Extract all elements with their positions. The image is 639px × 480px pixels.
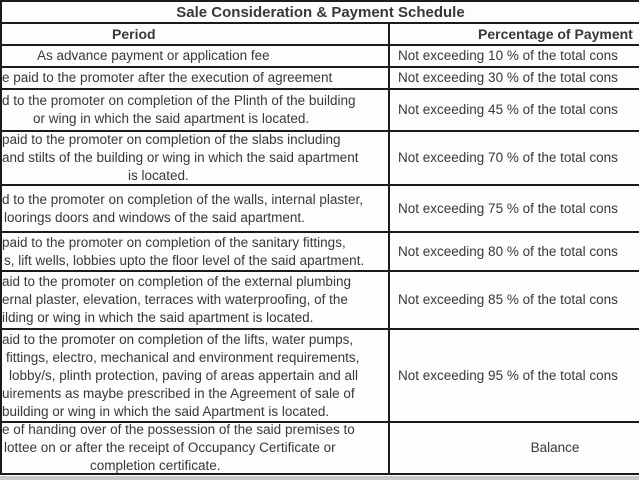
table-row bbox=[2, 186, 639, 233]
period-line: lottee on or after the receipt of Occupancy Certificate or bbox=[4, 440, 336, 455]
column-header-period: Period bbox=[112, 26, 156, 42]
table-title: Sale Consideration & Payment Schedule bbox=[176, 3, 465, 21]
period-line: paid to the promoter on completion of the sanitary fittings, bbox=[2, 234, 346, 250]
period-line: uirements as maybe prescribed in the Agreement of sale of bbox=[2, 385, 355, 401]
period-cell bbox=[2, 272, 390, 328]
percentage-cell bbox=[390, 90, 639, 130]
percentage-value: Not exceeding 10 % of the total cons bbox=[398, 48, 618, 63]
period-line: e paid to the promoter after the execution of agreement bbox=[2, 70, 333, 85]
period-line: fittings, electro, mechanical and environment requirements, bbox=[6, 349, 360, 365]
period-line: e of handing over of the possession of the said premises to bbox=[2, 423, 355, 437]
percentage-cell bbox=[390, 186, 639, 231]
percentage-cell bbox=[390, 330, 639, 421]
period-cell bbox=[2, 330, 390, 421]
table-row bbox=[2, 90, 639, 132]
period-line: lobby/s, plinth protection, paving of areas appertain and all bbox=[9, 367, 358, 383]
period-cell bbox=[2, 233, 390, 270]
period-line: s, lift wells, lobbies upto the floor level of the said apartment. bbox=[4, 252, 365, 268]
period-cell bbox=[2, 186, 390, 231]
percentage-cell bbox=[390, 68, 639, 88]
period-line: d to the promoter on completion of the walls, internal plaster, bbox=[2, 191, 363, 207]
percentage-cell bbox=[390, 46, 639, 66]
period-cell bbox=[2, 132, 390, 184]
table-row bbox=[2, 272, 639, 330]
period-line: completion certificate. bbox=[90, 458, 221, 473]
percentage-value: Not exceeding 85 % of the total cons bbox=[398, 292, 618, 307]
period-line: ernal plaster, elevation, terraces with waterproofing, of the bbox=[2, 292, 348, 307]
table-row bbox=[2, 423, 639, 475]
table-header-row bbox=[2, 24, 639, 46]
table-row bbox=[2, 233, 639, 272]
percentage-cell bbox=[390, 272, 639, 328]
period-cell bbox=[2, 68, 390, 88]
period-line: aid to the promoter on completion of the external plumbing bbox=[2, 274, 351, 289]
period-line: paid to the promoter on completion of the slabs including bbox=[2, 132, 341, 147]
table-row bbox=[2, 68, 639, 90]
period-line: or wing in which the said apartment is located. bbox=[33, 111, 310, 126]
table-row bbox=[2, 330, 639, 423]
percentage-value: Not exceeding 70 % of the total cons bbox=[398, 150, 618, 165]
period-line: ilding or wing in which the said apartment is located. bbox=[2, 310, 314, 325]
period-cell bbox=[2, 423, 390, 473]
percentage-value: Balance bbox=[530, 440, 580, 455]
percentage-value: Not exceeding 95 % of the total cons bbox=[398, 367, 618, 383]
percentage-cell bbox=[390, 423, 639, 473]
period-line: is located. bbox=[128, 168, 189, 183]
column-header-percentage: Percentage of Payment bbox=[478, 26, 633, 42]
period-cell bbox=[2, 46, 390, 66]
header-cell-percentage bbox=[390, 24, 639, 44]
percentage-value: Not exceeding 75 % of the total cons bbox=[398, 200, 618, 216]
period-line: aid to the promoter on completion of the lifts, water pumps, bbox=[2, 331, 354, 347]
period-line: d to the promoter on completion of the Plinth of the building bbox=[2, 93, 356, 108]
table-title-row bbox=[2, 2, 639, 24]
table-row bbox=[2, 46, 639, 68]
cropped-next-row-edge bbox=[0, 476, 639, 480]
period-line: loorings doors and windows of the said apartment. bbox=[4, 209, 305, 225]
period-cell bbox=[2, 90, 390, 130]
header-cell-period bbox=[2, 24, 390, 44]
table-row bbox=[2, 132, 639, 186]
percentage-cell bbox=[390, 233, 639, 270]
percentage-value: Not exceeding 80 % of the total cons bbox=[398, 243, 618, 259]
percentage-value: Not exceeding 45 % of the total cons bbox=[398, 102, 618, 117]
period-line: As advance payment or application fee bbox=[37, 48, 270, 63]
percentage-cell bbox=[390, 132, 639, 184]
period-line: and stilts of the building or wing in which the said apartment bbox=[2, 150, 359, 165]
percentage-value: Not exceeding 30 % of the total cons bbox=[398, 70, 618, 85]
period-line: building or wing in which the said Apartment is located. bbox=[2, 403, 330, 419]
